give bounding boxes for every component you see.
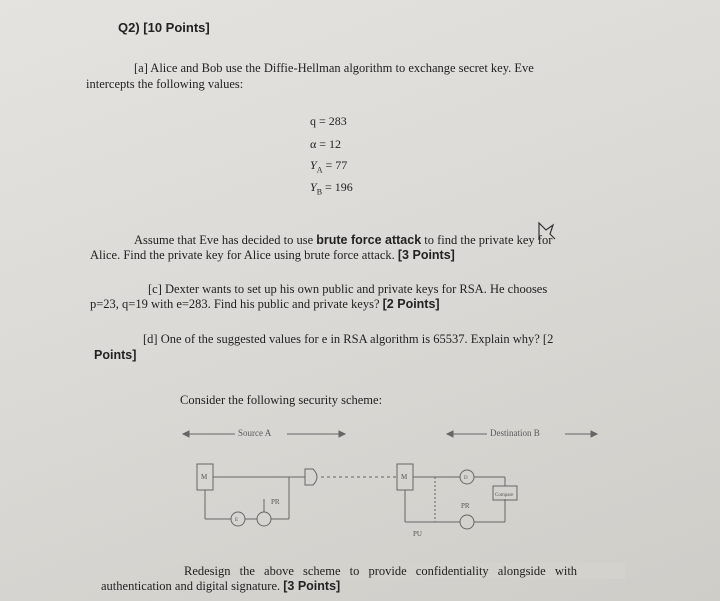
- diagram-label-m1: M: [201, 473, 208, 481]
- value-yb-text: $Y_B = 196$: [310, 180, 353, 197]
- redesign-line1: Redesign the above scheme to provide confidentiality alongside with: [184, 564, 578, 578]
- diagram-label-pr1: PR: [271, 498, 280, 506]
- value-ya: [310, 158, 347, 174]
- value-alpha: α = 12: [310, 137, 342, 151]
- follow2-pre: Alice. Find the private key for Alice using brute force attack.: [90, 248, 398, 262]
- source-label: Source A: [238, 428, 272, 438]
- part-c-line2: [90, 297, 440, 312]
- part-a-follow1: [134, 233, 552, 248]
- follow1-pre: Assume that Eve has decided to use: [134, 233, 317, 247]
- diagram-label-d: D: [464, 476, 468, 481]
- part-a-follow2: [90, 248, 455, 263]
- part-a-line2: intercepts the following values:: [86, 77, 244, 91]
- redesign-points: [3 Points]: [283, 579, 341, 593]
- part-d-line1: [d] One of the suggested values for e in RSA algorithm is 65537. Explain why? [2: [143, 332, 554, 346]
- part-c-points: [2 Points]: [382, 297, 440, 311]
- diagram-label-compare: Compare: [495, 493, 514, 498]
- part-d-line2: Points]: [94, 348, 137, 362]
- diagram-label-m2: M: [401, 473, 408, 481]
- value-q: q = 283: [310, 114, 347, 128]
- part-c-line1: [c] Dexter wants to set up his own public and private keys for RSA. He chooses: [148, 282, 548, 296]
- follow1-bold: brute force attack: [316, 233, 422, 247]
- follow2-points: [3 Points]: [397, 248, 455, 262]
- value-ya-text: $Y_A = 77$: [310, 158, 348, 175]
- part-c-line2-text: p=23, q=19 with e=283. Find his public and private keys?: [90, 297, 383, 311]
- destination-label: Destination B: [490, 428, 540, 438]
- redesign-line2: [101, 579, 340, 594]
- diagram-label-pu: PU: [413, 530, 422, 538]
- mouse-pointer-icon: [537, 220, 557, 242]
- redesign-line2-text: authentication and digital signature.: [101, 579, 284, 593]
- diagram-label-pr2: PR: [461, 502, 470, 510]
- part-a-line1: [a] Alice and Bob use the Diffie-Hellman algorithm to exchange secret key. Eve: [134, 61, 534, 75]
- scheme-intro: Consider the following security scheme:: [180, 393, 383, 407]
- value-yb: [310, 180, 353, 196]
- diagram-label-e: E: [235, 518, 239, 523]
- security-scheme-diagram: [175, 424, 635, 544]
- question-heading: Q2) [10 Points]: [118, 20, 210, 35]
- follow1-post: to find the private key for: [421, 233, 553, 247]
